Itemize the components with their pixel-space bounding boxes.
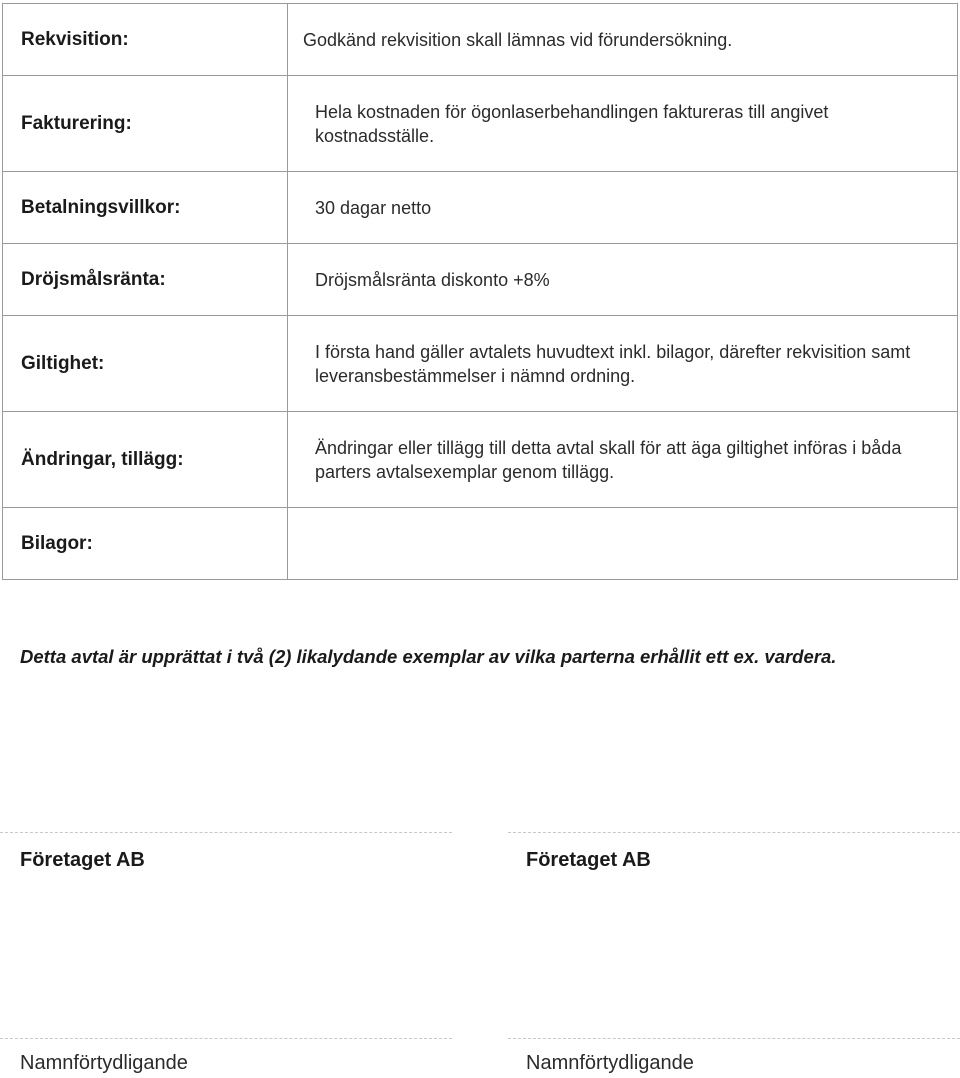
name-clarification-line (0, 1038, 452, 1039)
terms-row-drojsmalsranta (3, 244, 958, 316)
term-label: Betalningsvillkor: (3, 172, 288, 244)
terms-row-andringar (3, 412, 958, 508)
name-clarification-line (508, 1038, 960, 1039)
term-label: Bilagor: (3, 508, 288, 580)
term-label: Rekvisition: (3, 4, 288, 76)
term-value: Godkänd rekvisition skall lämnas vid förundersökning. (288, 4, 958, 76)
terms-row-betalningsvillkor (3, 172, 958, 244)
terms-row-rekvisition (3, 4, 958, 76)
name-clarification-caption: Namnförtydligande (20, 1052, 188, 1074)
terms-row-bilagor (3, 508, 958, 580)
term-label: Ändringar, tillägg: (3, 412, 288, 508)
name-clarification-caption: Namnförtydligande (526, 1052, 694, 1074)
signature-line (508, 832, 960, 833)
terms-table (2, 3, 958, 580)
term-value: Hela kostnaden för ögonlaserbehandlingen faktureras till angivet kostnadsställe. (288, 76, 958, 172)
terms-row-giltighet (3, 316, 958, 412)
signature-line (0, 832, 452, 833)
term-label: Dröjsmålsränta: (3, 244, 288, 316)
term-value: 30 dagar netto (288, 172, 958, 244)
agreement-statement: Detta avtal är upprättat i två (2) likalydande exemplar av vilka parterna erhållit ett ex. vardera. (20, 646, 837, 667)
term-value: Dröjsmålsränta diskonto +8% (288, 244, 958, 316)
terms-row-fakturering (3, 76, 958, 172)
term-label: Giltighet: (3, 316, 288, 412)
term-label: Fakturering: (3, 76, 288, 172)
term-value: I första hand gäller avtalets huvudtext inkl. bilagor, därefter rekvisition samt leveransbestämmelser i nämnd ordning. (288, 316, 958, 412)
term-value-field[interactable] (288, 508, 958, 580)
signature-company: Företaget AB (526, 849, 651, 871)
term-value: Ändringar eller tillägg till detta avtal skall för att äga giltighet införas i båda parters avtalsexemplar genom tillägg. (288, 412, 958, 508)
signature-company: Företaget AB (20, 849, 145, 871)
